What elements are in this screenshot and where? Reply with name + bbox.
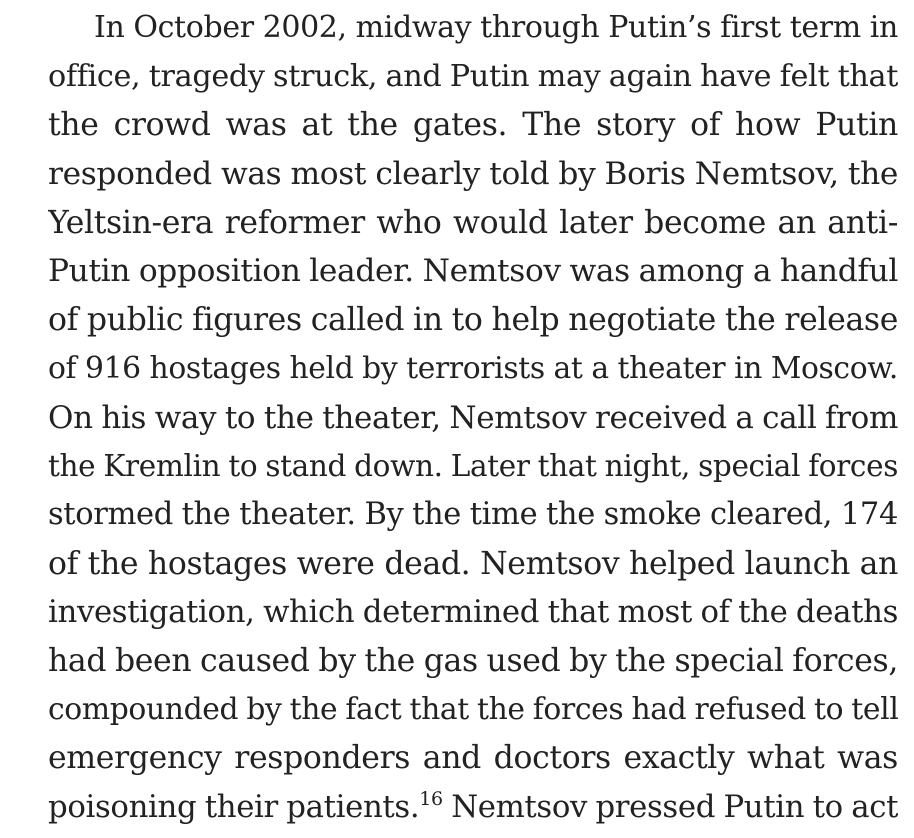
text-line: compounded by the fact that the forces had refused to tell (48, 691, 898, 727)
text-line: stormed the theater. By the time the smoke cleared, 174 (48, 496, 898, 532)
footnote-reference[interactable]: 16 (419, 788, 443, 810)
text-line: Yeltsin-era reformer who would later become an anti- (48, 204, 898, 241)
text-line: of 916 hostages held by terrorists at a theater in Moscow. (48, 350, 898, 386)
paragraph (48, 4, 898, 832)
text-line: Putin opposition leader. Nemtsov was among a handful (48, 253, 898, 290)
text-line: office, tragedy struck, and Putin may again have felt that (48, 58, 898, 94)
text-line: of the hostages were dead. Nemtsov helped launch an (48, 545, 898, 582)
text-line: In October 2002, midway through Putin’s first term in (94, 10, 898, 45)
text-line: On his way to the theater, Nemtsov received a call from (48, 399, 898, 436)
text-line: investigation, which determined that most of the deaths (48, 594, 898, 631)
text-segment: poisoning their patients. (48, 789, 420, 825)
book-page (48, 4, 898, 838)
text-segment: Nemtsov pressed Putin to act (442, 789, 898, 825)
text-line: the Kremlin to stand down. Later that night, special forces (48, 449, 898, 484)
text-line: of public figures called in to help negotiate the release (48, 302, 898, 339)
text-line (48, 783, 898, 832)
text-line: emergency responders and doctors exactly what was (48, 740, 898, 777)
text-line: responded was most clearly told by Boris Nemtsov, the (48, 156, 898, 193)
text-line: had been caused by the gas used by the special forces, (48, 642, 898, 679)
text-line: the crowd was at the gates. The story of how Putin (48, 107, 898, 144)
